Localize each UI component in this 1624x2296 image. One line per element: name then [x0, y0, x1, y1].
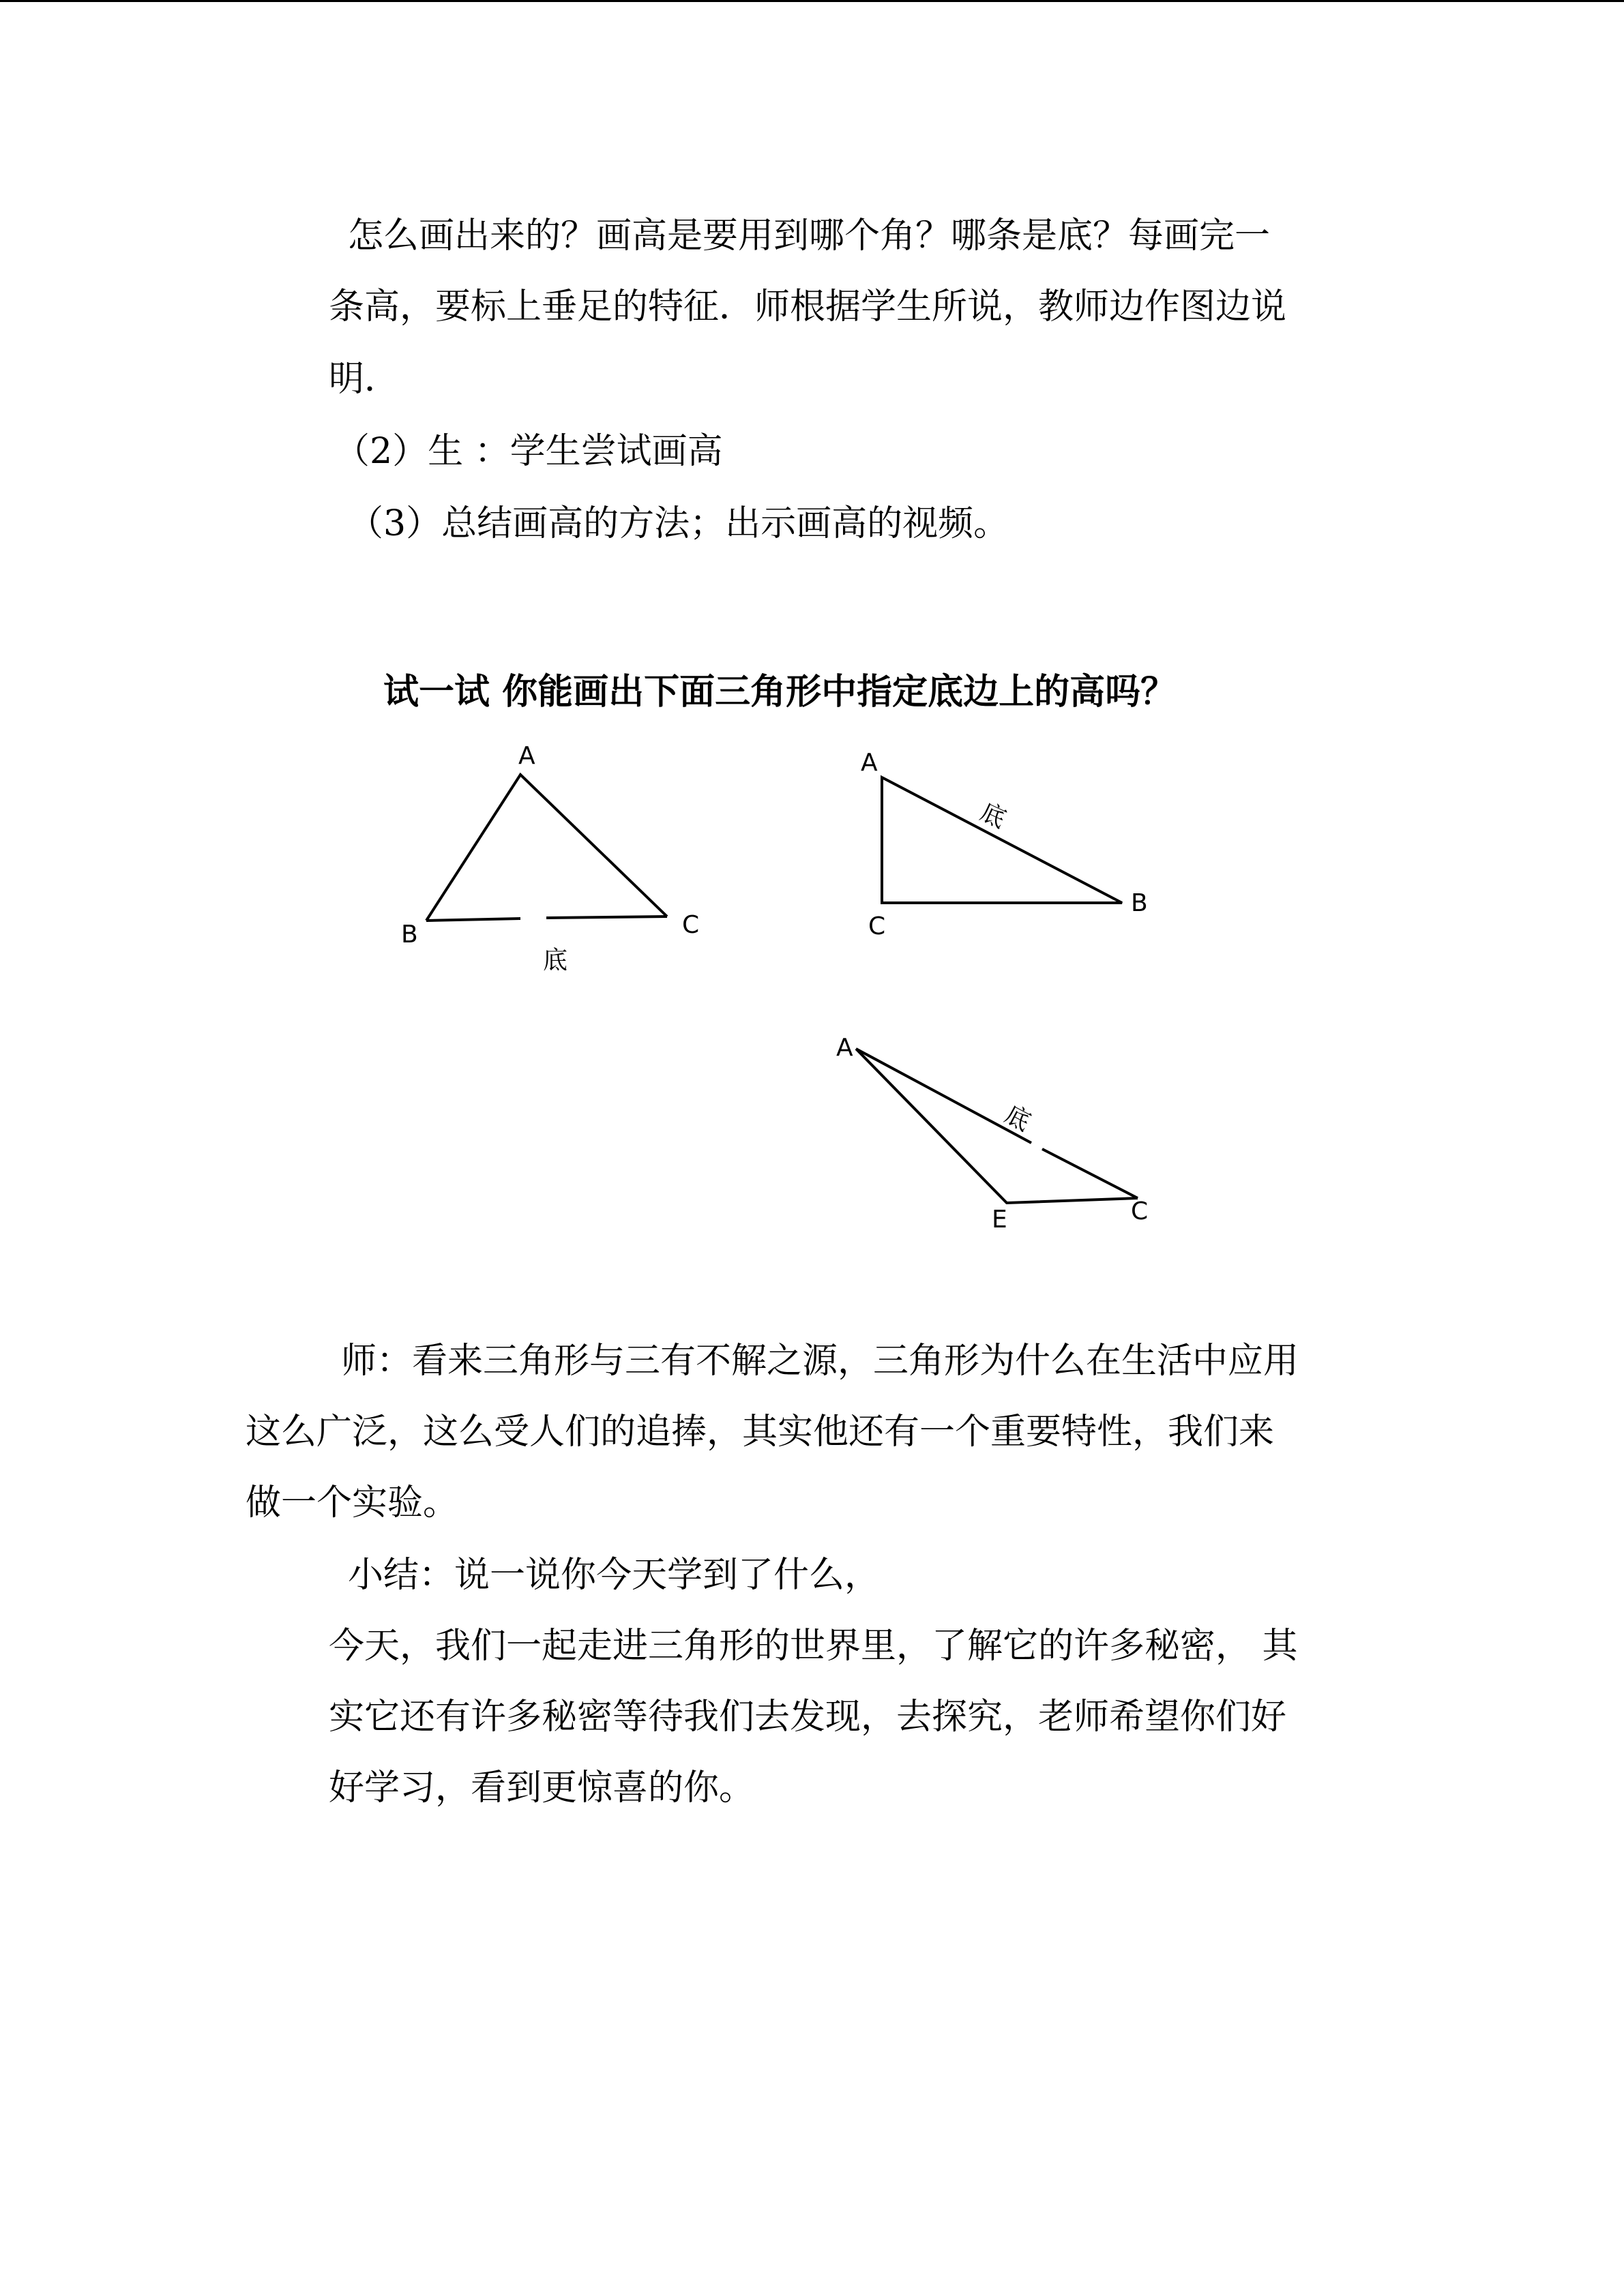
triangle-3-vertex-a: A — [836, 1034, 853, 1062]
summary-line-3: 好学习，看到更惊喜的你。 — [329, 1768, 755, 1808]
triangle-1-vertex-c: C — [682, 911, 700, 939]
triangle-3-vertex-c: C — [1131, 1197, 1149, 1225]
intro-line-2: 条高，要标上垂足的特征．师根据学生所说，教师边作图边说 — [329, 286, 1287, 327]
triangle-1-vertex-a: A — [518, 742, 535, 770]
triangle-1-base-label: 底 — [543, 946, 568, 974]
intro-line-1: 怎么画出来的？画高是要用到哪个角？哪条是底？每画完一 — [348, 215, 1271, 256]
teacher-line-2: 这么广泛，这么受人们的追捧，其实他还有一个重要特性，我们来 — [246, 1412, 1275, 1452]
triangle-2-sides — [882, 777, 1122, 903]
summary-line-2: 实它还有许多秘密等待我们去发现，去探究，老师希望你们好 — [329, 1697, 1287, 1738]
intro-line-3: 明． — [329, 359, 400, 400]
triangle-1 — [401, 742, 699, 974]
triangle-3-base-lower — [1042, 1149, 1138, 1198]
triangle-2-vertex-c: C — [868, 912, 886, 940]
triangle-2 — [861, 749, 1148, 940]
triangle-1-base-left — [426, 919, 520, 921]
triangle-2-vertex-a: A — [861, 749, 878, 777]
summary-line-1: 今天，我们一起走进三角形的世界里，了解它的许多秘密， 其 — [329, 1626, 1298, 1667]
triangle-3-vertex-e: E — [992, 1206, 1007, 1234]
triangle-2-vertex-b: B — [1131, 889, 1148, 917]
triangle-3-base-label: 底 — [1000, 1100, 1035, 1137]
step-2: （2）生 ：学生尝试画高 — [334, 431, 723, 472]
teacher-line-1: 师：看来三角形与三有不解之源，三角形为什么在生活中应用 — [341, 1341, 1299, 1382]
triangle-1-base-right — [546, 916, 667, 918]
exercise-heading: 试一试 你能画出下面三角形中指定底边上的高吗？ — [383, 671, 1177, 713]
teacher-line-3: 做一个实验。 — [246, 1482, 459, 1523]
triangle-2-base-label: 底 — [975, 798, 1010, 834]
triangle-1-vertex-b: B — [401, 921, 418, 949]
triangle-3 — [836, 1034, 1148, 1234]
triangle-1-sides — [426, 775, 667, 921]
triangle-3-base-upper — [856, 1049, 1031, 1143]
summary-label: 小结：说一说你今天学到了什么， — [348, 1555, 881, 1596]
step-3: （3）总结画高的方法；出示画高的视频。 — [348, 503, 1009, 544]
